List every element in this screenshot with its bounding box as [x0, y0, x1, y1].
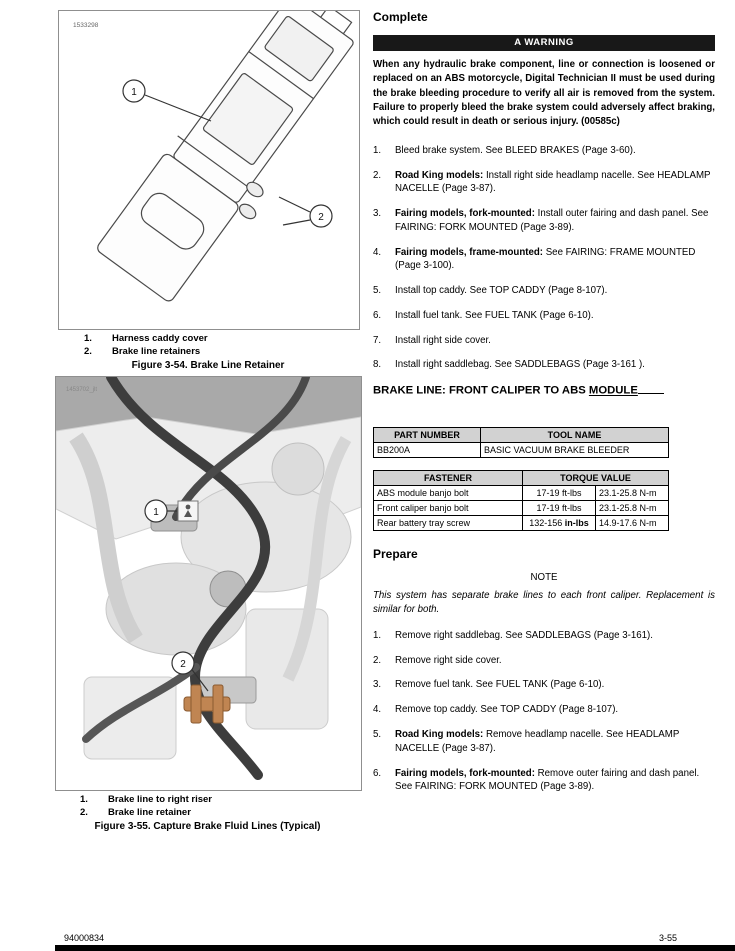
step-bold: Road King models: [395, 729, 484, 740]
legend-item [80, 806, 350, 819]
step-body: Remove headlamp nacelle. See HEADLAMP NACELLE (Page 3-87). [395, 729, 680, 754]
step-bold: Road King models: [395, 169, 484, 181]
fastener-cell: ABS module banjo bolt [374, 485, 523, 500]
complete-step-2 [373, 169, 715, 197]
figure-part-number: 1453702_jlt [66, 387, 98, 393]
fastener-cell: Rear battery tray screw [374, 515, 523, 530]
torque-metric-cell: 23.1-25.8 N-m [596, 500, 669, 515]
legend-number: 1. [80, 794, 88, 805]
complete-heading: Complete [373, 10, 428, 24]
fastener-header: FASTENER [374, 470, 523, 485]
section-heading [373, 383, 715, 397]
torque-imperial-cell: 17-19 ft-lbs [523, 485, 596, 500]
step-number: 2. [373, 654, 382, 666]
caution-icon [178, 501, 198, 521]
warning-body: When any hydraulic brake component, line or connection is loosened or replaced on an ABS motorcycle, Digital Technician II must be used during the brake bleeding procedure to verify all air is removed from the system. Failure to properly bleed the brake system could adversely affect braking, which could result in death or serious injury. (00585c) [373, 59, 715, 128]
step-number: 6. [373, 309, 382, 321]
part-tool-table [373, 427, 669, 458]
footer-doc-number: 94000834 [64, 933, 105, 943]
callout-2: 2 [180, 659, 186, 670]
prepare-heading: Prepare [373, 546, 418, 561]
table-row [374, 515, 669, 530]
torque-imperial-cell: 132-156 in-lbs [523, 515, 596, 530]
step-bold: Fairing models, frame-mounted: [395, 246, 544, 258]
figure-3-54 [58, 10, 360, 330]
table-header-row [374, 470, 669, 485]
step-text [395, 629, 715, 643]
step-text [395, 728, 715, 756]
step-body: See FAIRING: FRAME MOUNTED (Page 3-100). [395, 246, 696, 272]
step-bold: Fairing models, fork-mounted: [395, 208, 535, 220]
tool-name-header: TOOL NAME [481, 427, 669, 442]
figure-part-number: 1533298 [73, 22, 99, 29]
step-text [395, 767, 715, 795]
page-bottom-bar [55, 945, 735, 951]
torque-value-header: TORQUE VALUE [523, 470, 669, 485]
legend-number: 2. [84, 346, 92, 357]
legend-text: Brake line to right riser [108, 794, 213, 805]
footer-page-number: 3-55 [658, 933, 677, 943]
table-row [374, 442, 669, 457]
figure-3-54-caption: Figure 3-54. Brake Line Retainer [131, 360, 285, 371]
prepare-step-4 [373, 703, 715, 717]
callout-2: 2 [318, 212, 324, 223]
prepare-step-6 [373, 767, 715, 795]
step-text [395, 703, 715, 717]
prepare-step-2 [373, 654, 715, 668]
step-number: 7. [373, 334, 382, 346]
warning-banner: A WARNING [373, 35, 715, 51]
step-body: Install outer fairing and dash panel. See FAIRING: FORK MOUNTED (Page 3-89). [395, 208, 709, 233]
complete-step-7 [373, 334, 715, 348]
section-heading-main: BRAKE LINE: FRONT CALIPER TO ABS [373, 384, 589, 397]
figure-3-55-illustration [56, 377, 361, 790]
step-number: 1. [373, 629, 382, 641]
step-text [395, 678, 715, 692]
complete-step-4 [373, 246, 715, 274]
legend-text: Brake line retainer [108, 807, 191, 818]
legend-text: Brake line retainers [112, 346, 201, 357]
table-row [374, 485, 669, 500]
torque-imperial-cell: 17-19 ft-lbs [523, 500, 596, 515]
step-bold: Fairing models, fork-mounted: [395, 767, 535, 779]
step-number: 4. [373, 246, 382, 258]
torque-metric-cell: 23.1-25.8 N-m [596, 485, 669, 500]
step-number: 8. [373, 359, 382, 371]
step-text [395, 169, 715, 197]
step-body: Remove top caddy. See TOP CADDY (Page 8-107). [395, 704, 619, 716]
section-heading-underlined: MODULE [588, 384, 638, 397]
figure-3-55 [55, 376, 362, 791]
step-text [395, 284, 715, 298]
table-row [374, 500, 669, 515]
step-number: 3. [373, 208, 382, 220]
step-number: 5. [373, 285, 382, 297]
complete-step-5 [373, 284, 715, 298]
step-number: 1. [373, 144, 382, 156]
step-text [395, 334, 715, 348]
text-column [373, 10, 715, 805]
step-number: 4. [373, 704, 382, 716]
step-body: Install right saddlebag. See SADDLEBAGS (Page 3-161 ). [395, 359, 645, 371]
harness-caddy-drawing [95, 11, 359, 314]
figure-3-55-caption: Figure 3-55. Capture Brake Fluid Lines (Typical) [94, 821, 321, 832]
step-body: Remove outer fairing and dash panel. See FAIRING: FORK MOUNTED (Page 3-89). [395, 767, 700, 793]
legend-number: 2. [80, 807, 88, 818]
callout-1: 1 [131, 87, 137, 98]
figure-3-54-illustration [59, 11, 359, 329]
note-label: NOTE [530, 571, 558, 583]
step-text [395, 144, 715, 158]
fastener-torque-table [373, 470, 669, 531]
heading-underline-extension [638, 383, 664, 394]
part-number-cell: BB200A [374, 442, 481, 457]
step-body: Install top caddy. See TOP CADDY (Page 8-107). [395, 285, 608, 297]
torque-metric-cell: 14.9-17.6 N-m [596, 515, 669, 530]
legend-item [84, 345, 354, 358]
step-body: Remove right side cover. [395, 654, 502, 666]
step-text [395, 246, 715, 274]
step-body: Install right side cover. [395, 334, 491, 346]
complete-step-8 [373, 358, 715, 372]
prepare-step-1 [373, 629, 715, 643]
complete-step-6 [373, 309, 715, 323]
complete-step-3 [373, 207, 715, 235]
complete-step-1 [373, 144, 715, 158]
step-body: Install right side headlamp nacelle. See HEADLAMP NACELLE (Page 3-87). [395, 169, 711, 195]
prepare-step-3 [373, 678, 715, 692]
step-number: 5. [373, 729, 382, 740]
step-body: Install fuel tank. See FUEL TANK (Page 6-10). [395, 309, 594, 321]
table-header-row [374, 427, 669, 442]
legend-item [80, 793, 350, 806]
note-text: This system has separate brake lines to each front caliper. Replacement is similar for both. [373, 589, 715, 615]
part-number-header: PART NUMBER [374, 427, 481, 442]
tool-name-cell: BASIC VACUUM BRAKE BLEEDER [481, 442, 669, 457]
fastener-cell: Front caliper banjo bolt [374, 500, 523, 515]
figure-3-54-legend [84, 332, 354, 358]
step-text [395, 309, 715, 323]
figure-3-55-legend [80, 793, 350, 819]
legend-item [84, 332, 354, 345]
step-number: 2. [373, 169, 382, 181]
legend-number: 1. [84, 333, 92, 344]
legend-text: Harness caddy cover [112, 333, 208, 344]
step-text [395, 654, 715, 668]
step-text [395, 358, 715, 372]
step-body: Bleed brake system. See BLEED BRAKES (Page 3-60). [395, 144, 636, 156]
step-number: 3. [373, 679, 382, 691]
callout-1: 1 [153, 507, 159, 518]
step-number: 6. [373, 767, 382, 779]
step-text [395, 207, 715, 235]
step-body: Remove fuel tank. See FUEL TANK (Page 6-10). [395, 679, 605, 691]
prepare-step-5 [373, 728, 715, 756]
step-body: Remove right saddlebag. See SADDLEBAGS (Page 3-161). [395, 629, 653, 641]
